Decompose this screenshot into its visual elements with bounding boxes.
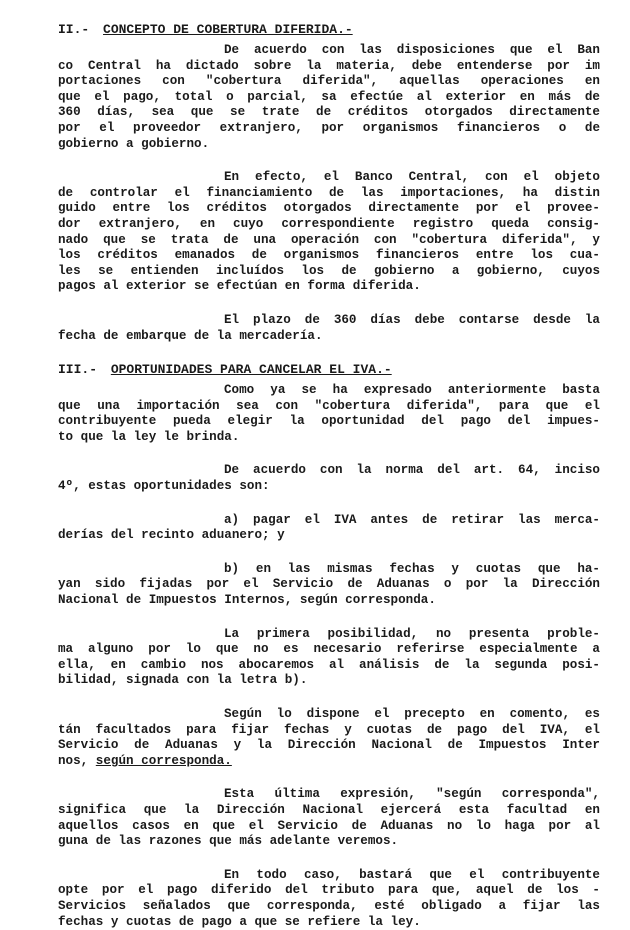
paragraph bbox=[58, 868, 600, 930]
text-line: b) en las mismas fechas y cuotas que ha- bbox=[224, 561, 600, 576]
text-line: tán facultados para fijar fechas y cuotas de pago del IVA, el bbox=[58, 722, 600, 737]
text-line: significa que la Dirección Nacional ejercerá esta facultad en bbox=[58, 802, 600, 817]
text-line: nos, según corresponda. bbox=[58, 753, 232, 768]
paragraph bbox=[58, 43, 600, 152]
text-line: La primera posibilidad, no presenta proble- bbox=[224, 626, 600, 641]
text-line: bilidad, signada con la letra b). bbox=[58, 673, 308, 688]
text-line: 4º, estas oportunidades son: bbox=[58, 479, 270, 494]
text-line: De acuerdo con la norma del art. 64, inciso bbox=[224, 463, 600, 478]
text-line: contribuyente pueda elegir la oportunidad del pago del impues- bbox=[58, 414, 600, 429]
section-heading-2 bbox=[58, 22, 600, 37]
text-line: a) pagar el IVA antes de retirar las merca- bbox=[224, 512, 600, 527]
text-line: En todo caso, bastará que el contribuyente bbox=[224, 867, 600, 882]
text-line: portaciones con "cobertura diferida", aquellas operaciones en bbox=[58, 74, 600, 89]
section-number: III.- bbox=[58, 362, 98, 378]
text-line: to que la ley le brinda. bbox=[58, 429, 240, 444]
paragraph bbox=[58, 170, 600, 295]
text-line: pagos al exterior se efectúan en forma diferida. bbox=[58, 279, 421, 294]
text-line: nado que se trata de una operación con "cobertura diferida", y bbox=[58, 232, 600, 247]
text-line: Según lo dispone el precepto en comento, es bbox=[224, 707, 600, 721]
text-line: 360 días, sea que se trate de créditos otorgados directamente bbox=[58, 105, 600, 120]
text-line: fecha de embarque de la mercadería. bbox=[58, 328, 323, 343]
paragraph bbox=[58, 383, 600, 445]
paragraph bbox=[58, 463, 600, 494]
text-line: Servicio de Aduanas y la Dirección Nacional de Impuestos Inter bbox=[58, 738, 600, 753]
text-line: que el pago, total o parcial, sa efectúe al exterior en más de bbox=[58, 89, 600, 104]
paragraph bbox=[58, 313, 600, 344]
text-line: Servicios señalados que corresponda, esté obligado a fijar las bbox=[58, 898, 600, 913]
text-line: Como ya se ha expresado anteriormente basta bbox=[224, 383, 600, 398]
paragraph bbox=[58, 787, 600, 849]
text-line: derías del recinto aduanero; y bbox=[58, 528, 285, 543]
text-line: dor extranjero, en cuyo correspondiente registro queda consig- bbox=[58, 216, 600, 231]
section-title: OPORTUNIDADES PARA CANCELAR EL IVA.- bbox=[110, 362, 392, 378]
section-number: II.- bbox=[58, 22, 90, 37]
paragraph bbox=[58, 513, 600, 544]
text-line: gobierno a gobierno. bbox=[58, 136, 210, 151]
section-title: CONCEPTO DE COBERTURA DIFERIDA.- bbox=[103, 22, 353, 37]
paragraph bbox=[58, 707, 600, 769]
text-line: En efecto, el Banco Central, con el objeto bbox=[224, 170, 600, 185]
text-line: les se entienden incluídos los de gobierno a gobierno, cuyos bbox=[58, 263, 600, 278]
text-line: de controlar el financiamiento de las importaciones, ha distin bbox=[58, 185, 600, 200]
text-line: yan sido fijadas por el Servicio de Aduanas o por la Dirección bbox=[58, 577, 600, 592]
section-body-2 bbox=[58, 43, 600, 344]
text-line: El plazo de 360 días debe contarse desde la bbox=[224, 312, 600, 327]
text-line: que una importación sea con "cobertura diferida", para que el bbox=[58, 398, 600, 413]
text-line: los créditos emanados de organismos financieros entre los cua- bbox=[58, 248, 600, 263]
text-line: aquellos casos en que el Servicio de Aduanas no lo haga por al bbox=[58, 818, 600, 833]
section-body-3 bbox=[58, 383, 600, 930]
paragraph bbox=[58, 562, 600, 609]
text-line: co Central ha dictado sobre la materia, debe entenderse por im bbox=[58, 58, 600, 73]
text-line: ma alguno por lo que no es necesario referirse especialmente a bbox=[58, 642, 600, 657]
text-line: fechas y cuotas de pago a que se refiere la ley. bbox=[58, 914, 421, 929]
paragraph bbox=[58, 627, 600, 689]
text-line: De acuerdo con las disposiciones que el Ban bbox=[224, 43, 600, 57]
section-heading-3 bbox=[58, 362, 600, 377]
text-line: Esta última expresión, "según corresponda", bbox=[224, 787, 600, 802]
text-line: Nacional de Impuestos Internos, según corresponda. bbox=[58, 593, 436, 608]
text-line: ella, en cambio nos abocaremos al análisis de la segunda posi- bbox=[58, 657, 600, 672]
text-line: opte por el pago diferido del tributo para que, aquel de los - bbox=[58, 883, 600, 898]
text-line: guido entre los créditos otorgados directamente por el provee- bbox=[58, 201, 600, 216]
underlined-phrase: según corresponda. bbox=[95, 753, 232, 768]
text-line: por el proveedor extranjero, por organismos financieros o de bbox=[58, 120, 600, 135]
text-line: guna de las razones que más adelante veremos. bbox=[58, 834, 399, 849]
